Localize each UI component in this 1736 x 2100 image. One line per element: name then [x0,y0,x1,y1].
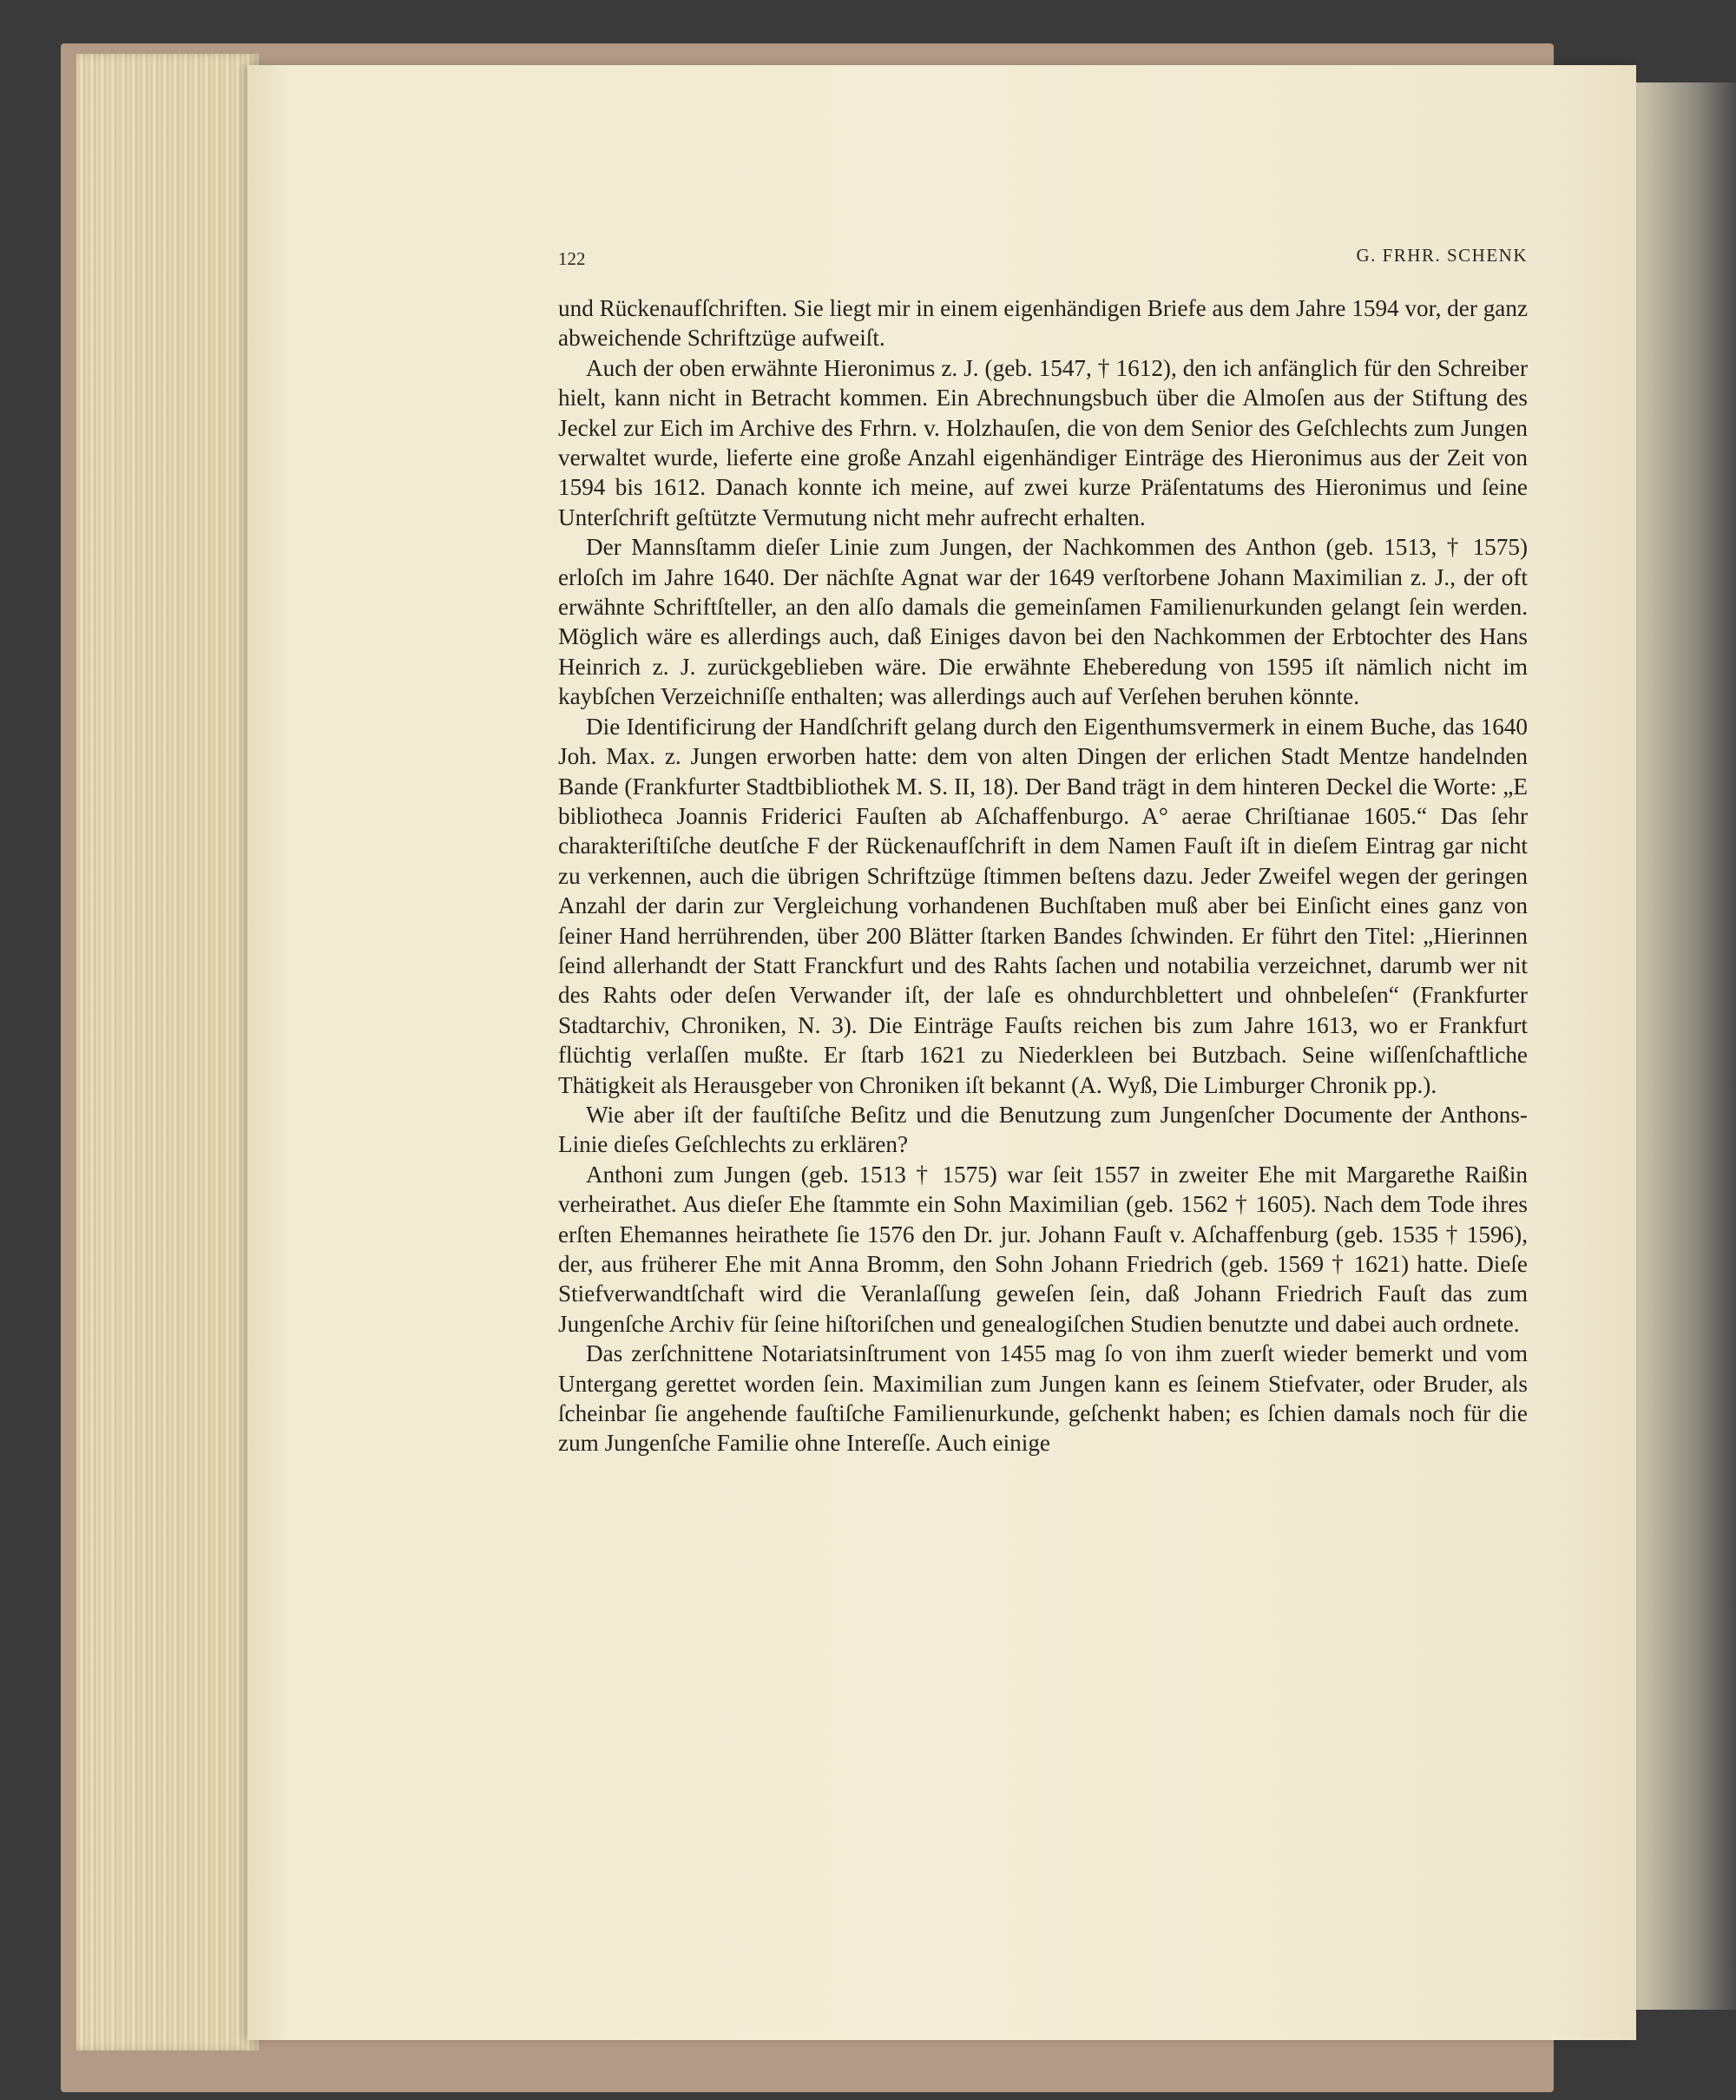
paragraph: Auch der oben erwähnte Hieronimus z. J. (geb. 1547, † 1612), den ich anfänglich für den Schreiber hielt, kann nicht in Betracht kommen. Ein Abrechnungsbuch über die Almoſen aus der Stiftung des Jeckel zur Eich im Archive des Frhrn. v. Holzhauſen, die von dem Senior des Geſchlechts zum Jungen verwaltet wurde, lieferte eine große Anzahl eigenhändiger Einträge des Hieronimus aus der Zeit von 1594 bis 1612. Danach konnte ich meine, auf zwei kurze Präſentatums des Hieronimus und ſeine Unterſchrift geſtützte Vermutung nicht mehr aufrecht erhalten. [558,354,1528,530]
page-edges [76,54,259,2051]
paragraph: Wie aber iſt der fauſtiſche Beſitz und die Benutzung zum Jungenſcher Documente der Anthons-Linie dieſes Geſchlechts zu erklären? [558,1101,1528,1158]
paragraph: Die Identificirung der Handſchrift gelang durch den Eigenthumsvermerk in einem Buche, das 1640 Joh. Max. z. Jungen erworben hatte: dem von alten Dingen der erlichen Stadt Mentze handelnden Bande (Frankfurter Stadtbibliothek M. S. II, 18). Der Band trägt in dem hinteren Deckel die Worte: „E bibliotheca Joannis Friderici Fauſten ab Aſchaffenburgo. A° aerae Chriſtianae 1605.“ Das ſehr charakteriſtiſche deutſche F der Rückenaufſchrift in dem Namen Fauſt iſt in dieſem Eintrag gar nicht zu verkennen, auch die übrigen Schriftzüge ſtimmen beſtens dazu. Jeder Zweifel wegen der geringen Anzahl der darin zur Vergleichung vorhandenen Buchſtaben muß aber bei Einſicht eines ganz von ſeiner Hand herrührenden, über 200 Blätter ſtarken Bandes ſchwinden. Er führt den Titel: „Hierinnen ſeind allerhandt der Statt Franckfurt und des Rahts ſachen und notabilia verzeichnet, darumb wer nit des Rahts oder deſen Verwander iſt, der laſe es ohndurchblettert und ohnbeleſen“ (Frankfurter Stadtarchiv, Chroniken, N. 3). Die Einträge Fauſts reichen bis zum Jahre 1613, wo er Frankfurt flüchtig verlaſſen mußte. Er ſtarb 1621 zu Niederkleen bei Butzbach. Seine wiſſenſchaftliche Thätigkeit als Herausgeber von Chroniken iſt bekannt (A. Wyß, Die Limburger Chronik pp.). [558,713,1528,1098]
page-number: 122 [558,248,586,269]
paragraph: Der Mannsſtamm dieſer Linie zum Jungen, der Nachkommen des Anthon (geb. 1513, † 1575) erloſch im Jahre 1640. Der nächſte Agnat war der 1649 verſtorbene Johann Maximilian z. J., der oft erwähnte Schriftſteller, an den alſo damals die gemeinſamen Familienurkunden gelangt ſein werden. Möglich wäre es allerdings auch, daß Einiges davon bei den Nachkommen der Erbtochter des Hans Heinrich z. J. zurückgeblieben wäre. Die erwähnte Eheberedung von 1595 iſt nämlich nicht im kaybſchen Verzeichniſſe enthalten; was allerdings auch auf Verſehen beruhen könnte. [558,534,1528,710]
running-head [558,243,1528,273]
body-text [558,293,1528,1458]
paragraph: Anthoni zum Jungen (geb. 1513 † 1575) war ſeit 1557 in zweiter Ehe mit Margarethe Raißin verheirathet. Aus dieſer Ehe ſtammte ein Sohn Maximilian (geb. 1562 † 1605). Nach dem Tode ihres erſten Ehemannes heirathete ſie 1576 den Dr. jur. Johann Fauſt v. Aſchaffenburg (geb. 1535 † 1596), der, aus früherer Ehe mit Anna Bromm, den Sohn Johann Friedrich (geb. 1569 † 1621) hatte. Dieſe Stiefverwandtſchaft wird die Veranlaſſung geweſen ſein, daß Johann Friedrich Fauſt das zum Jungenſche Archiv für ſeine hiſtoriſchen und genealogiſchen Studien benutzte und dabei auch ordnete. [558,1161,1528,1337]
paragraph: und Rückenaufſchriften. Sie liegt mir in einem eigenhändigen Briefe aus dem Jahre 1594 vor, der ganz abweichende Schriftzüge aufweiſt. [558,295,1529,352]
paragraph: Das zerſchnittene Notariatsinſtrument von 1455 mag ſo von ihm zuerſt wieder bemerkt und vom Untergang gerettet worden ſein. Maximilian zum Jungen kann es ſeinem Stiefvater, oder Bruder, als ſcheinbar ſie angehende fauſtiſche Familienurkunde, geſchenkt haben; es ſchien damals noch für die zum Jungenſche Familie ohne Intereſſe. Auch einige [558,1340,1528,1457]
facing-page-shadow [1636,82,1736,2010]
header-title: G. FRHR. SCHENK [1356,245,1528,266]
